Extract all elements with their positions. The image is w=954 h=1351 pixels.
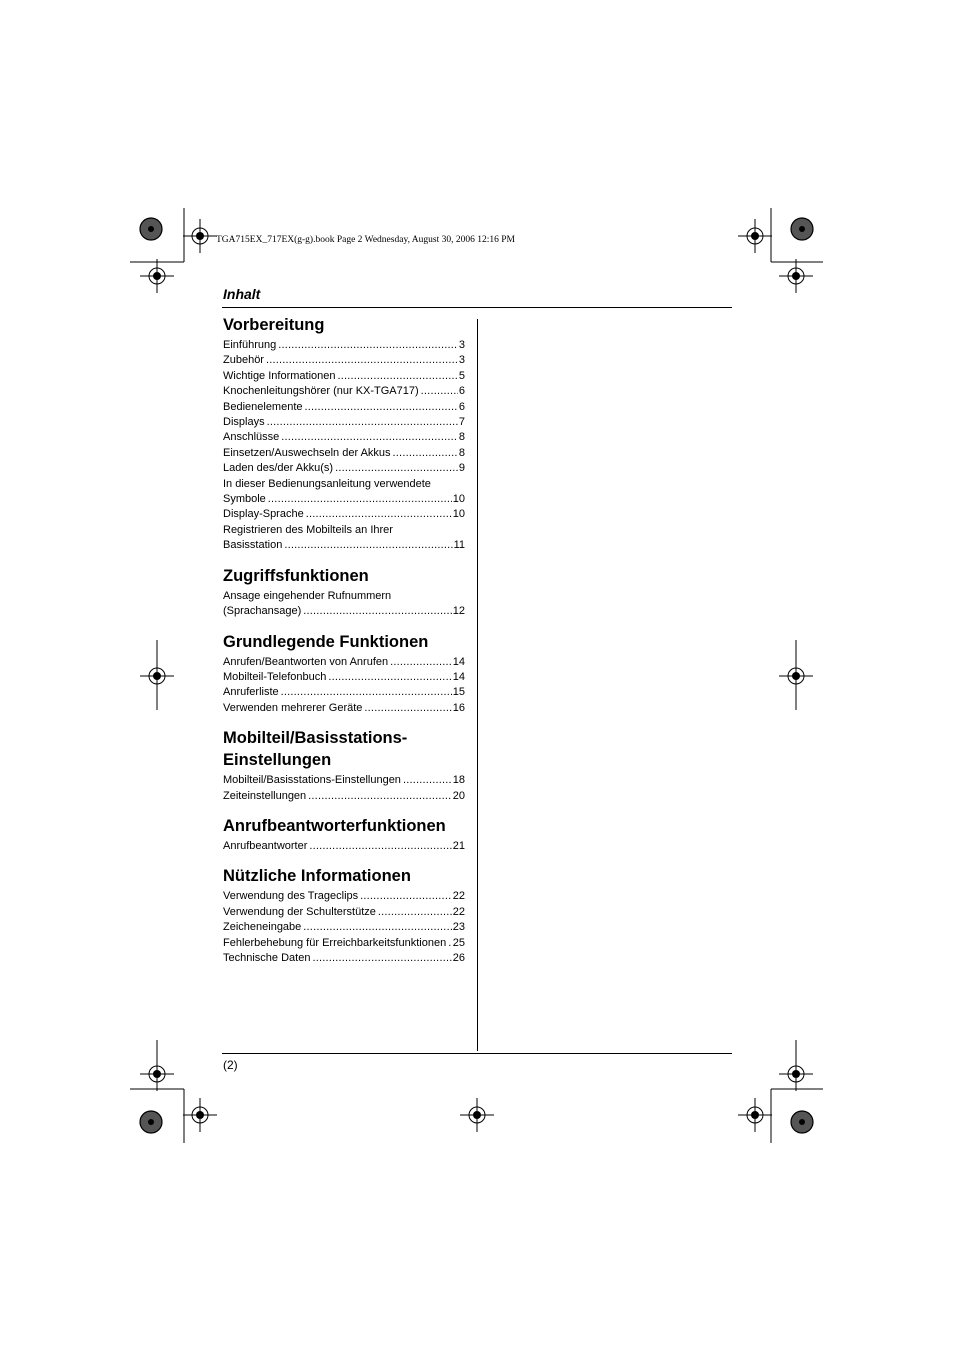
toc-entry-page: 21 bbox=[452, 839, 465, 852]
toc-entry-label: Wichtige Informationen bbox=[223, 369, 336, 382]
toc-entry-label: Anrufen/Beantworten von Anrufen bbox=[223, 655, 389, 668]
toc-entry-label: Anruferliste bbox=[223, 686, 279, 699]
toc-entry-label: Verwendung der Schulterstütze bbox=[223, 905, 376, 918]
toc-entry-page: 5 bbox=[458, 369, 465, 382]
toc-entry-page: 15 bbox=[452, 686, 465, 699]
toc-entry-page: 10 bbox=[452, 508, 465, 521]
toc-section-title: Zugriffsfunktionen bbox=[223, 566, 369, 585]
header-rule bbox=[222, 307, 732, 308]
toc-entry-label: Display-Sprache bbox=[223, 508, 304, 521]
toc-entry[interactable] bbox=[223, 670, 465, 685]
toc-entry-label: Ansage eingehender Rufnummern bbox=[223, 589, 392, 602]
toc-leader-dots bbox=[308, 789, 452, 804]
toc-entry-page: 12 bbox=[452, 605, 465, 618]
toc-entry-label: Einführung bbox=[223, 339, 277, 351]
color-target-icon bbox=[140, 1111, 162, 1133]
toc-entry-label: Registrieren des Mobilteils an Ihrer bbox=[223, 523, 393, 536]
toc-entry-label: (Sprachansage) bbox=[223, 605, 302, 618]
toc-entry[interactable] bbox=[223, 789, 465, 804]
toc-entry[interactable] bbox=[223, 523, 465, 538]
toc-entry-label: In dieser Bedienungsanleitung verwendete bbox=[223, 477, 431, 490]
toc-entry-label: Bedienelemente bbox=[223, 400, 303, 413]
toc-entry[interactable] bbox=[223, 889, 465, 904]
toc-entry[interactable] bbox=[223, 951, 465, 966]
toc-entry[interactable] bbox=[223, 905, 465, 920]
toc-leader-dots bbox=[278, 338, 458, 353]
toc-entry-page: 16 bbox=[452, 701, 465, 714]
toc-entry[interactable] bbox=[223, 353, 465, 368]
toc-leader-dots bbox=[303, 920, 451, 935]
toc-entry-page: 8 bbox=[458, 431, 465, 444]
toc-entry[interactable] bbox=[223, 936, 465, 951]
toc-leader-dots bbox=[338, 369, 458, 384]
toc-leader-dots bbox=[393, 446, 458, 461]
toc-entry[interactable] bbox=[223, 839, 465, 854]
toc-leader-dots bbox=[284, 538, 452, 553]
toc-entry-page: 3 bbox=[458, 339, 465, 351]
toc-entry-label: Knochenleitungshörer (nur KX-TGA717) bbox=[223, 385, 419, 398]
toc-entry[interactable] bbox=[223, 477, 465, 492]
toc-entry-label: Mobilteil-Telefonbuch bbox=[223, 670, 327, 683]
toc-entry-page: 18 bbox=[452, 774, 465, 787]
toc-section bbox=[223, 865, 465, 966]
toc-leader-dots bbox=[360, 889, 452, 904]
toc-leader-dots bbox=[303, 604, 451, 619]
toc-entry-page: 7 bbox=[458, 416, 465, 429]
toc-leader-dots bbox=[364, 701, 451, 716]
toc-section bbox=[223, 314, 465, 554]
toc-leader-dots bbox=[378, 905, 452, 920]
column-divider bbox=[477, 319, 478, 1051]
toc-entry[interactable] bbox=[223, 685, 465, 700]
toc-entry-page: 3 bbox=[458, 354, 465, 367]
toc-entry[interactable] bbox=[223, 655, 465, 670]
footer-rule bbox=[222, 1053, 732, 1054]
toc-entry-page: 26 bbox=[452, 951, 465, 964]
toc-entry[interactable] bbox=[223, 400, 465, 415]
toc-leader-dots bbox=[421, 384, 458, 399]
toc-leader-dots bbox=[268, 492, 452, 507]
toc-leader-dots bbox=[390, 655, 452, 670]
toc-section-title: Anrufbeantworterfunktionen bbox=[223, 816, 446, 835]
toc-entry-label: Fehlerbehebung für Erreichbarkeitsfunktionen bbox=[223, 936, 447, 949]
toc-entry[interactable] bbox=[223, 415, 465, 430]
toc-entry-label: Zubehör bbox=[223, 354, 264, 367]
toc-entry-page: 22 bbox=[452, 890, 465, 903]
toc-leader-dots bbox=[305, 400, 458, 415]
toc-entry[interactable] bbox=[223, 461, 465, 476]
color-target-icon bbox=[140, 218, 162, 240]
color-target-icon bbox=[791, 218, 813, 240]
toc-entry-page: 22 bbox=[452, 905, 465, 918]
toc-entry[interactable] bbox=[223, 492, 465, 507]
toc-section-title: Nützliche Informationen bbox=[223, 867, 411, 886]
toc-section-title: Grundlegende Funktionen bbox=[223, 632, 429, 651]
toc-section bbox=[223, 631, 465, 717]
toc-entry-page: 14 bbox=[452, 670, 465, 683]
toc-entry[interactable] bbox=[223, 773, 465, 788]
toc-entry-label: Anschlüsse bbox=[223, 431, 280, 444]
toc-entry[interactable] bbox=[223, 446, 465, 461]
page-number: (2) bbox=[223, 1058, 238, 1072]
toc-entry-label: Displays bbox=[223, 416, 265, 429]
toc-leader-dots bbox=[312, 951, 451, 966]
toc-entry[interactable] bbox=[223, 920, 465, 935]
toc-entry-label: Technische Daten bbox=[223, 951, 311, 964]
toc-leader-dots bbox=[403, 773, 452, 788]
toc-entry-page: 20 bbox=[452, 789, 465, 802]
toc-entry-label: Basisstation bbox=[223, 539, 283, 552]
toc-entry-page: 6 bbox=[458, 400, 465, 413]
toc-leader-dots bbox=[306, 507, 452, 522]
toc-leader-dots bbox=[281, 430, 458, 445]
toc-entry-label: Zeicheneingabe bbox=[223, 921, 302, 934]
toc-entry-label: Zeiteinstellungen bbox=[223, 789, 307, 802]
toc-entry[interactable] bbox=[223, 430, 465, 445]
toc-entry-label: Verwendung des Trageclips bbox=[223, 890, 359, 903]
toc-leader-dots bbox=[335, 461, 458, 476]
page-header-label: Inhalt bbox=[223, 286, 261, 302]
toc-entry-page: 11 bbox=[453, 539, 465, 552]
toc-section-title: Vorbereitung bbox=[223, 316, 325, 334]
table-of-contents bbox=[223, 314, 465, 977]
toc-entry-label: Anrufbeantworter bbox=[223, 839, 308, 852]
toc-entry-page: 25 bbox=[452, 936, 465, 949]
toc-section bbox=[223, 565, 465, 620]
toc-entry[interactable] bbox=[223, 538, 465, 553]
toc-entry-page: 14 bbox=[452, 655, 465, 668]
toc-entry-label: Laden des/der Akku(s) bbox=[223, 462, 334, 475]
toc-entry-page: 8 bbox=[458, 446, 465, 459]
print-slug: TGA715EX_717EX(g-g).book Page 2 Wednesday, August 30, 2006 12:16 PM bbox=[216, 235, 515, 245]
toc-leader-dots bbox=[266, 353, 458, 368]
toc-entry-label: Mobilteil/Basisstations-Einstellungen bbox=[223, 774, 401, 787]
toc-entry-page: 6 bbox=[458, 385, 465, 398]
toc-entry-page: 23 bbox=[452, 921, 465, 934]
color-target-icon bbox=[791, 1111, 813, 1133]
toc-entry[interactable] bbox=[223, 604, 465, 619]
toc-entry[interactable] bbox=[223, 701, 465, 716]
toc-entry[interactable] bbox=[223, 384, 465, 399]
toc-entry[interactable] bbox=[223, 507, 465, 522]
toc-entry-label: Einsetzen/Auswechseln der Akkus bbox=[223, 446, 391, 459]
toc-entry[interactable] bbox=[223, 338, 465, 353]
toc-leader-dots bbox=[267, 415, 458, 430]
toc-leader-dots bbox=[328, 670, 451, 685]
toc-entry-label: Symbole bbox=[223, 493, 266, 506]
toc-entry[interactable] bbox=[223, 369, 465, 384]
toc-leader-dots bbox=[281, 685, 452, 700]
toc-section bbox=[223, 815, 465, 854]
toc-entry-label: Verwenden mehrerer Geräte bbox=[223, 701, 363, 714]
toc-section-title: Mobilteil/Basisstations-Einstellungen bbox=[223, 729, 408, 770]
toc-leader-dots bbox=[309, 839, 451, 854]
toc-entry[interactable] bbox=[223, 589, 465, 604]
toc-entry-page: 9 bbox=[458, 462, 465, 475]
toc-entry-page: 10 bbox=[452, 493, 465, 506]
toc-section bbox=[223, 727, 465, 804]
